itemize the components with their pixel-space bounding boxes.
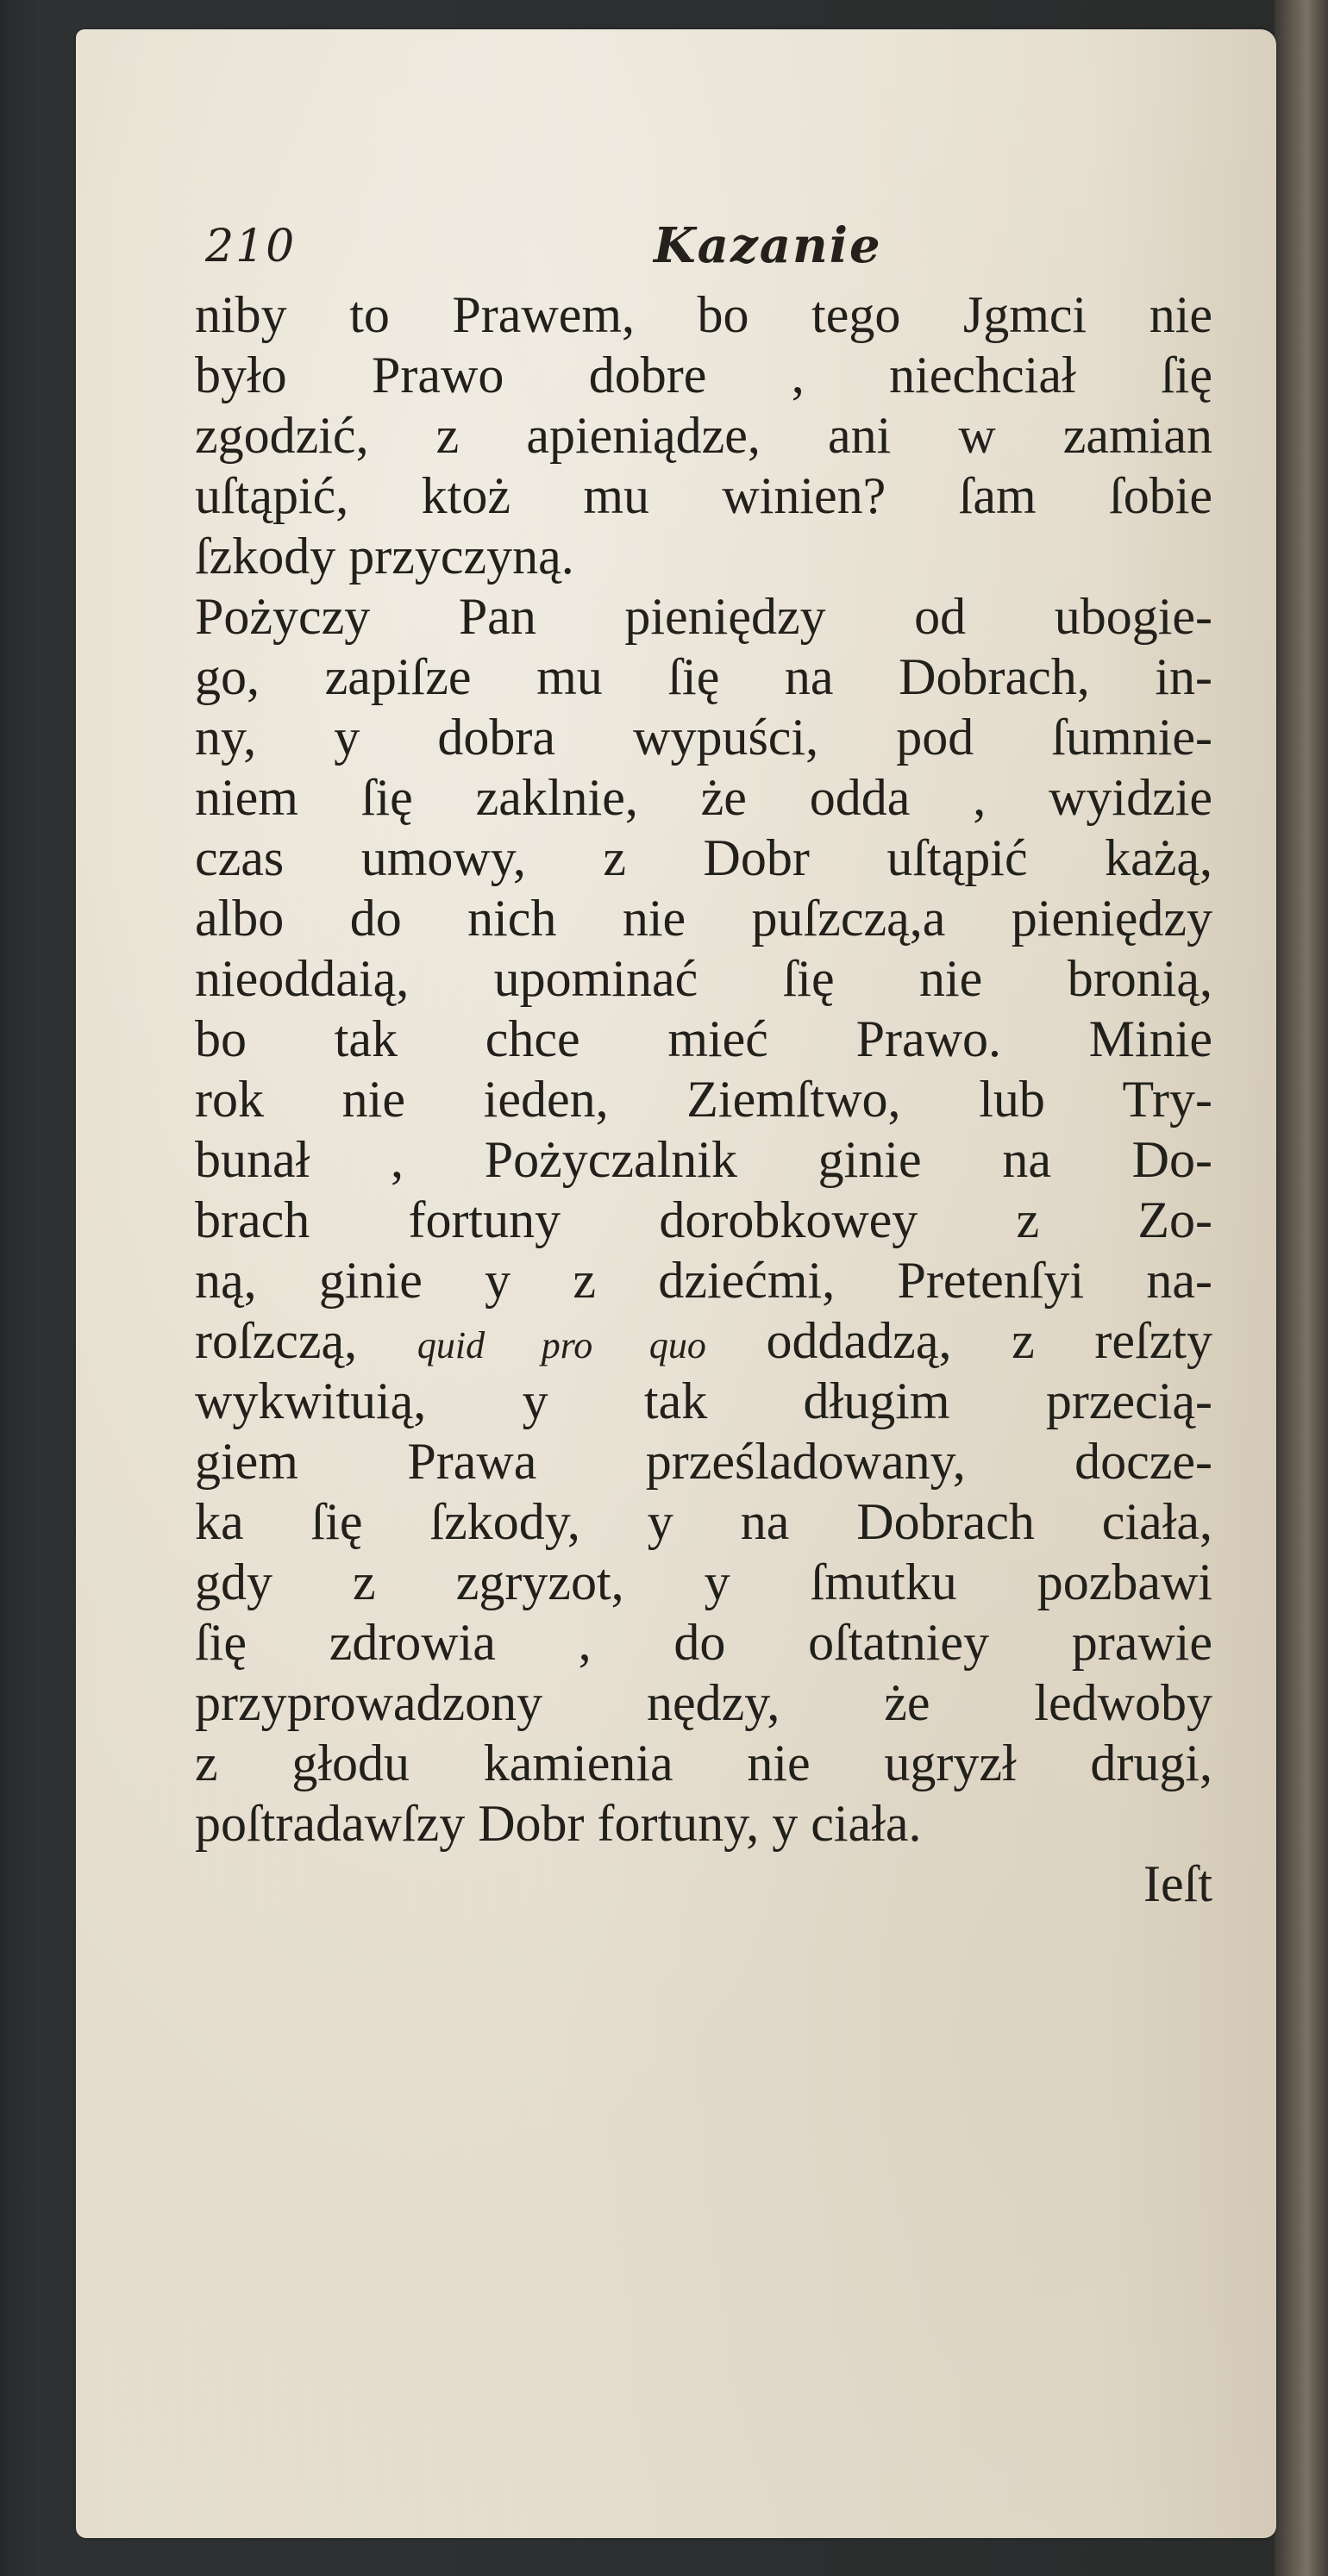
text-line: czas umowy, z Dobr uſtąpić każą,	[195, 829, 1212, 886]
page-number: 210	[205, 221, 297, 272]
text-line: niby to Prawem, bo tego Jgmci nie	[195, 286, 1212, 343]
text-line: wykwituią, y tak długim przecią-	[195, 1372, 1212, 1429]
facing-page-edge	[1275, 0, 1328, 2576]
text-line-part: oddadzą, z reſzty	[705, 1312, 1212, 1369]
catchword: Ieſt	[1143, 1855, 1212, 1912]
text-line	[195, 1250, 1212, 1310]
text-line: przyprowadzony nędzy, że ledwoby	[195, 1674, 1212, 1731]
body-text	[195, 284, 1212, 1914]
text-line: ka ſię ſzkody, y na Dobrach ciała,	[195, 1493, 1212, 1550]
text-line: nieoddaią, upominać ſię nie bronią,	[195, 950, 1212, 1007]
text-line: ny, y dobra wypuści, pod ſumnie-	[195, 709, 1212, 766]
text-line-part: ną, ginie y z dziećmi, Pretenſyi na-	[195, 1252, 1212, 1309]
running-head: Kazanie	[654, 217, 882, 274]
text-line-with-italic	[195, 1310, 1212, 1371]
page-header	[205, 205, 947, 283]
text-line: poſtradawſzy Dobr fortuny, y ciała.	[195, 1795, 922, 1852]
text-line-part: roſzczą,	[195, 1312, 417, 1369]
text-line: bo tak chce mieć Prawo. Minie	[195, 1010, 1212, 1067]
text-line: gdy z zgryzot, y ſmutku pozbawi	[195, 1554, 1212, 1610]
text-line: ſię zdrowia , do oſtatniey prawie	[195, 1614, 1212, 1671]
text-line: bunał , Pożyczalnik ginie na Do-	[195, 1131, 1212, 1188]
text-line: uſtąpić, ktoż mu winien? ſam ſobie	[195, 467, 1212, 524]
text-line: zgodzić, z apieniądze, ani w zamian	[195, 407, 1212, 464]
text-line: było Prawo dobre , niechciał ſię	[195, 347, 1212, 403]
text-line: brach fortuny dorobkowey z Zo-	[195, 1191, 1212, 1248]
text-line: go, zapiſze mu ſię na Dobrach, in-	[195, 648, 1212, 705]
text-line: Pożyczy Pan pieniędzy od ubogie-	[195, 588, 1212, 645]
text-line: ſzkody przyczyną.	[195, 528, 574, 585]
latin-italic-phrase: quid pro quo	[417, 1324, 706, 1366]
text-line: z głodu kamienia nie ugryzł drugi,	[195, 1735, 1212, 1791]
text-line: niem ſię zaklnie, że odda , wyidzie	[195, 769, 1212, 826]
text-line: albo do nich nie puſzczą,a pieniędzy	[195, 890, 1212, 947]
text-line: rok nie ieden, Ziemſtwo, lub Try-	[195, 1071, 1212, 1128]
text-line: giem Prawa prześladowany, docze-	[195, 1433, 1212, 1490]
